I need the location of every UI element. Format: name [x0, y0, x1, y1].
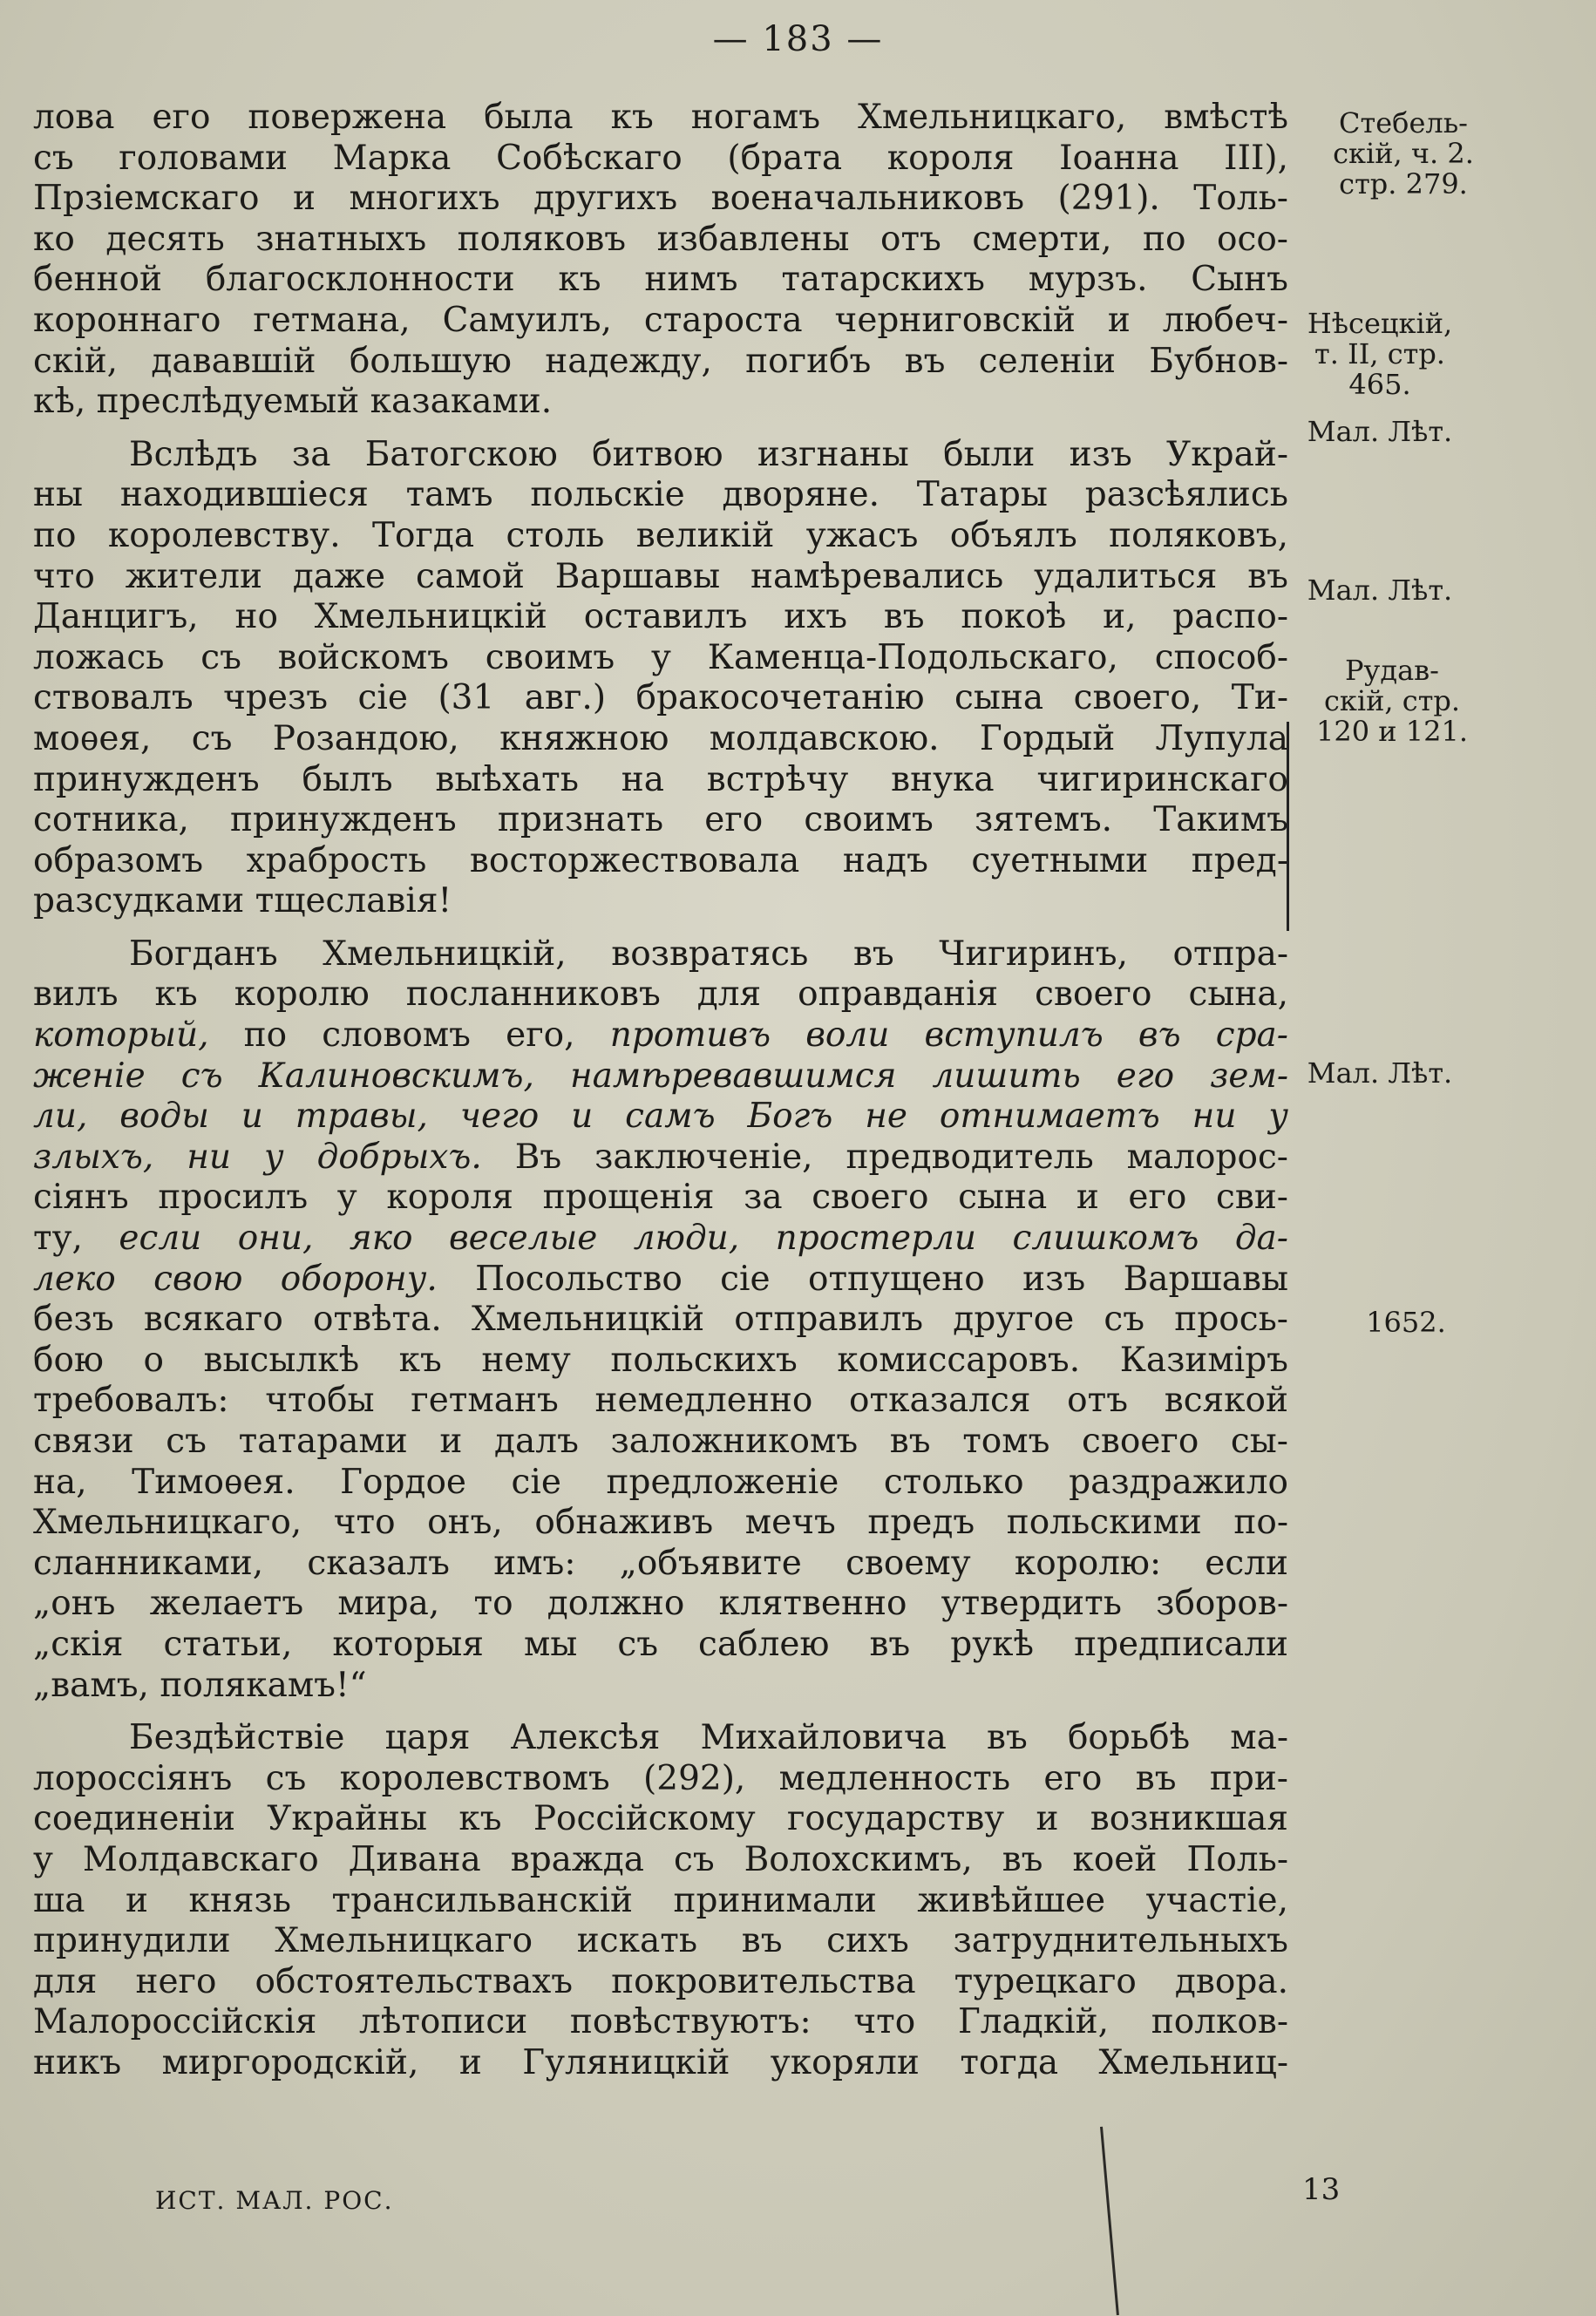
- text-line: лова его повержена была къ ногамъ Хмельницкаго, вмѣстѣ: [33, 98, 1288, 137]
- margin-note-year: 1652.: [1366, 1306, 1446, 1339]
- margin-note-mal-let-3: Мал. Лѣт.: [1307, 1056, 1453, 1090]
- text-line: [33, 1097, 1288, 1138]
- signature-mark: ИСТ. МАЛ. РОС.: [155, 2186, 394, 2215]
- text-line: разсудками тщеславія!: [33, 881, 452, 921]
- text-line: „онъ желаетъ мира, то должно клятвенно утвердить зборов-: [33, 1584, 1288, 1624]
- text-line: бою о высылкѣ къ нему польскихъ комиссаровъ. Казиміръ: [33, 1340, 1288, 1380]
- text-line: [33, 1056, 1288, 1097]
- text-line: „скія статьи, которыя мы съ саблею въ рукѣ предписали: [33, 1624, 1288, 1664]
- text-line: злыхъ, ни у добрыхъ. Въ заключеніе, предводитель малорос-: [33, 1137, 1288, 1177]
- main-text: [33, 98, 1288, 2084]
- text-line: у Молдавскаго Дивана вражда съ Волохскимъ, въ коей Поль-: [33, 1839, 1288, 1879]
- text-line: ко десять знатныхъ поляковъ избавлены отъ смерти, по осо-: [33, 219, 1288, 259]
- text-line: сланниками, сказалъ имъ: „объявите своему королю: если: [33, 1543, 1288, 1583]
- text-line: принужденъ былъ выѣхать на встрѣчу внука чигиринскаго: [33, 759, 1288, 799]
- italic-phrase: ли, воды и травы,: [33, 1097, 428, 1137]
- margin-note-rudavsky: Рудав- скій, стр. 120 и 121.: [1316, 654, 1468, 748]
- text-line: сотника, принужденъ признать его своимъ зятемъ. Такимъ: [33, 800, 1288, 840]
- paragraph-4: [33, 1718, 1288, 2083]
- text-line: лороссіянъ съ королевствомъ (292), медленность его въ при-: [33, 1758, 1288, 1798]
- italic-phrase: противъ воли вступилъ въ сра-: [609, 1015, 1288, 1056]
- margin-note-nesetsky: Нѣсецкій, т. II, стр. 465.: [1307, 307, 1453, 401]
- sheet-number: 13: [1302, 2172, 1341, 2207]
- page-number: — 183 —: [712, 19, 884, 59]
- text-line: Хмельницкаго, что онъ, обнаживъ мечъ предъ польскими по-: [33, 1503, 1288, 1543]
- text-line: сіянъ просилъ у короля прощенія за своего сына и его сви-: [33, 1178, 1288, 1218]
- text-line: требовалъ: чтобы гетманъ немедленно отказался отъ всякой: [33, 1381, 1288, 1421]
- text-line: Малороссійскія лѣтописи повѣствуютъ: что Гладкій, полков-: [33, 2002, 1288, 2042]
- paragraph-1: [33, 98, 1288, 423]
- text-line: ложась съ войскомъ своимъ у Каменца-Подольскаго, способ-: [33, 637, 1288, 677]
- text-line: ны находившіеся тамъ польскіе дворяне. Татары разсѣялись: [33, 475, 1288, 515]
- margin-note-mal-let-2: Мал. Лѣт.: [1307, 574, 1453, 607]
- text-line: Вслѣдъ за Батогскою битвою изгнаны были изъ Украй-: [129, 434, 1288, 474]
- text-line: Богданъ Хмельницкій, возвратясь въ Чигиринъ, отпра-: [129, 934, 1288, 974]
- text-line: Прзіемскаго и многихъ другихъ военачальниковъ (291). Толь-: [33, 179, 1288, 219]
- text-line: вилъ къ королю посланниковъ для оправданія своего сына,: [33, 975, 1288, 1015]
- text-line: который, по словомъ его, противъ воли вступилъ въ сра-: [33, 1015, 1288, 1056]
- pen-stroke: [1100, 2127, 1119, 2315]
- text-line: съ головами Марка Собѣскаго (брата короля Іоанна III),: [33, 138, 1288, 178]
- text-line: Данцигъ, но Хмельницкій оставилъ ихъ въ покоѣ и, распо-: [33, 597, 1288, 637]
- text-line: по королевству. Тогда столь великій ужасъ объялъ поляковъ,: [33, 515, 1288, 555]
- text-line: связи съ татарами и далъ заложникомъ въ томъ своего сы-: [33, 1422, 1288, 1461]
- paragraph-3: [33, 934, 1288, 1706]
- text-line: скій, дававшій большую надежду, погибъ въ селеніи Бубнов-: [33, 341, 1288, 381]
- margin-note-stebelsky: Стебель- скій, ч. 2. стр. 279.: [1333, 106, 1474, 200]
- text-line: для него обстоятельствахъ покровительства турецкаго двора.: [33, 1961, 1288, 2001]
- text-line: никъ миргородскій, и Гуляницкій укоряли тогда Хмельниц-: [33, 2042, 1288, 2082]
- text-line: ту, если они, яко веселые люди, простерли слишкомъ да-: [33, 1219, 1288, 1259]
- text-line: короннаго гетмана, Самуилъ, староста черниговскій и любеч-: [33, 300, 1288, 340]
- italic-phrase: если они, яко веселые люди, простерли слишкомъ да-: [119, 1219, 1288, 1259]
- paragraph-2: [33, 435, 1288, 922]
- text-line: Бездѣйствіе царя Алексѣя Михайловича въ борьбѣ ма-: [129, 1718, 1288, 1758]
- text-line: принудили Хмельницкаго искать въ сихъ затруднительныхъ: [33, 1921, 1288, 1961]
- margin-note-mal-let-1: Мал. Лѣт.: [1307, 415, 1453, 448]
- text-line: что жители даже самой Варшавы намѣревались удалиться въ: [33, 556, 1288, 596]
- italic-phrase: леко свою оборону.: [33, 1259, 438, 1299]
- text-line: соединеніи Украйны къ Россійскому государству и возникшая: [33, 1799, 1288, 1839]
- italic-phrase: чего и самъ Богъ не отнимаетъ ни у: [459, 1097, 1288, 1137]
- text-line: бенной благосклонности къ нимъ татарскихъ мурзъ. Сынъ: [33, 260, 1288, 300]
- text-line: „вамъ, полякамъ!“: [33, 1665, 367, 1705]
- text-line: безъ всякаго отвѣта. Хмельницкій отправилъ другое съ прось-: [33, 1300, 1288, 1340]
- text-line: кѣ, преслѣдуемый казаками.: [33, 382, 553, 422]
- text-line: моѳея, съ Розандою, княжною молдавскою. Гордый Лупула: [33, 718, 1288, 758]
- text-line: ша и князь трансильванскій принимали живѣйшее участіе,: [33, 1880, 1288, 1920]
- text-line: образомъ храбрость восторжествовала надъ суетными пред-: [33, 840, 1288, 880]
- text-line: на, Тимоѳея. Гордое сіе предложеніе столько раздражило: [33, 1462, 1288, 1502]
- italic-phrase: который,: [33, 1015, 209, 1056]
- text-line: ствовалъ чрезъ сіе (31 авг.) бракосочетанію сына своего, Ти-: [33, 678, 1288, 718]
- margin-bracket: [1281, 722, 1289, 931]
- italic-phrase: женіе съ Калиновскимъ, намѣревавшимся лишить его зем-: [33, 1056, 1288, 1096]
- italic-phrase: злыхъ, ни у добрыхъ.: [33, 1137, 482, 1177]
- text-line: леко свою оборону. Посольство сіе отпущено изъ Варшавы: [33, 1259, 1289, 1299]
